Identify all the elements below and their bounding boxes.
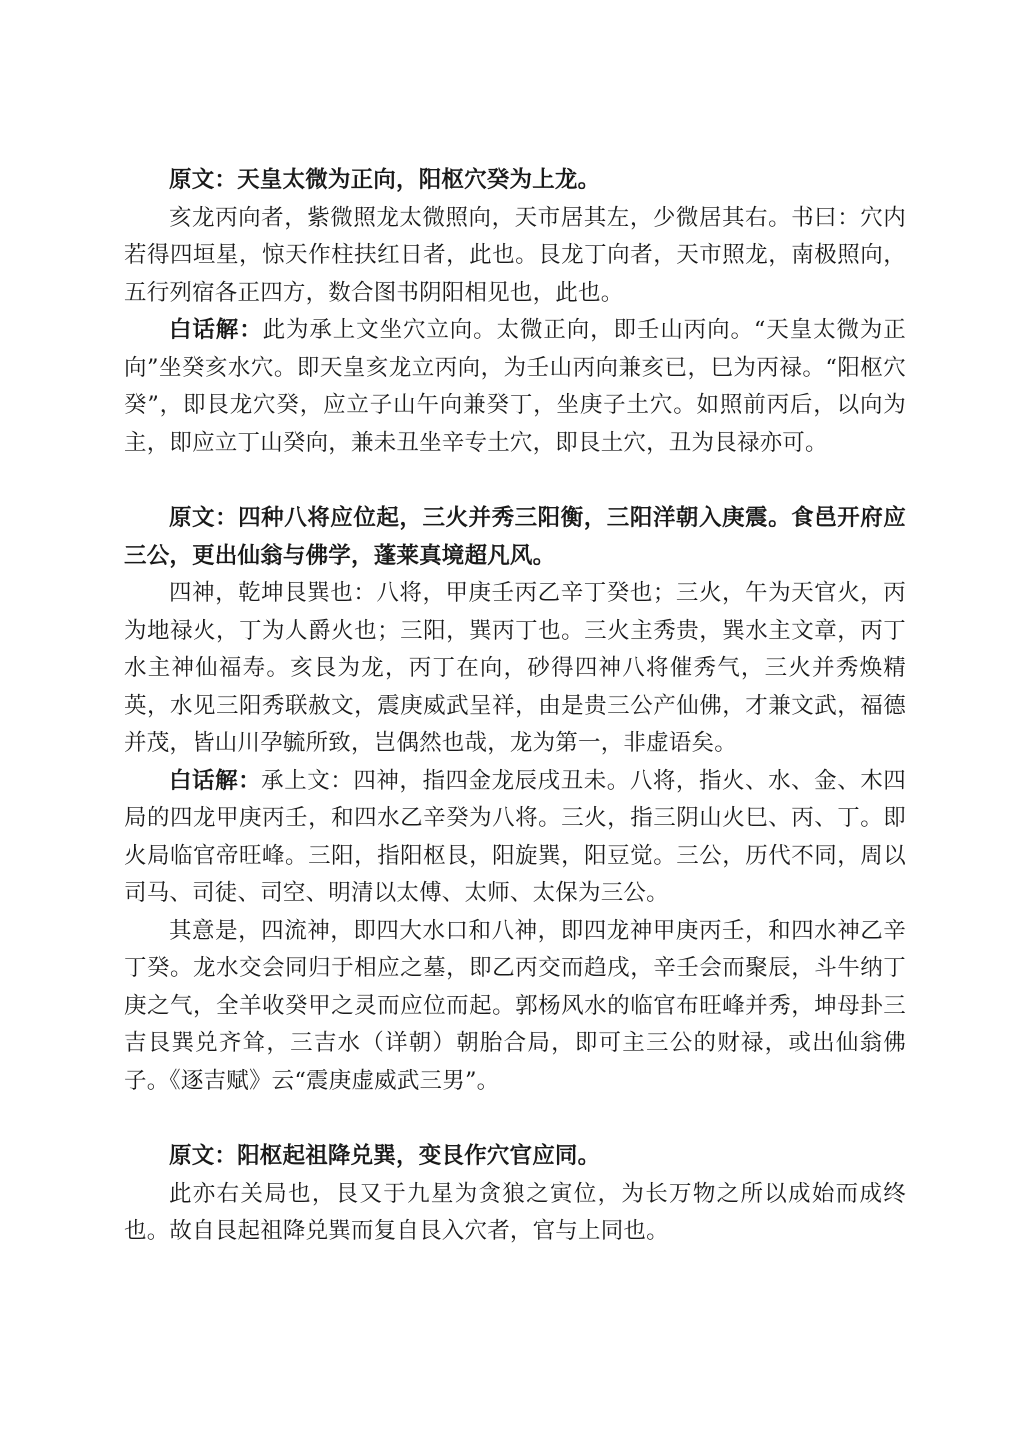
- section-1: [124, 162, 906, 462]
- vernacular-label: 白话解：: [169, 317, 263, 343]
- section-2: [124, 500, 906, 1100]
- section-heading: 原文：阳枢起祖降兑巽，变艮作穴官应同。: [169, 1143, 601, 1169]
- vernacular-paragraph: [124, 312, 906, 462]
- section-heading: 原文：四种八将应位起，三火并秀三阳衡，三阳洋朝入庚震。食邑开府应三公，更出仙翁与佛学，蓬莱真境超凡风。: [124, 505, 906, 569]
- vernacular-paragraph: [124, 763, 906, 913]
- vernacular-label: 白话解：: [169, 767, 262, 794]
- section-3: [124, 1138, 906, 1251]
- annotation-paragraph: 此亦右关局也，艮又于九星为贪狼之寅位，为长万物之所以成始而成终也。故自艮起祖降兑巽而复自艮入穴者，官与上同也。: [124, 1180, 906, 1244]
- vernacular-text: 此为承上文坐穴立向。太微正向，即壬山丙向。“天皇太微为正向”坐癸亥水穴。即天皇亥龙立丙向，为壬山丙向兼亥已，巳为丙禄。“阳枢穴癸”，即艮龙穴癸，应立子山午向兼癸丁，坐庚子土穴。如照前丙后，以向为主，即应立丁山癸向，兼未丑坐辛专土穴，即艮土穴，丑为艮禄亦可。: [124, 317, 906, 456]
- explanation-paragraph: 其意是，四流神，即四大水口和八神，即四龙神甲庚丙壬，和四水神乙辛丁癸。龙水交会同归于相应之墓，即乙丙交而趋戌，辛壬会而聚辰，斗牛纳丁庚之气，全羊收癸甲之灵而应位而起。郭杨风水的临官布旺峰并秀，坤母卦三吉艮巽兑齐耸，三吉水（详朝）朝胎合局，即可主三公的财禄，或出仙翁佛子。《逐吉赋》云“震庚虚威武三男”。: [124, 917, 906, 1094]
- annotation-paragraph: 亥龙丙向者，紫微照龙太微照向，天市居其左，少微居其右。书曰：穴内若得四垣星，惊天作柱扶红日者，此也。艮龙丁向者，天市照龙，南极照向，五行列宿各正四方，数合图书阴阳相见也，此也。: [124, 204, 906, 306]
- section-divider: [124, 1100, 906, 1138]
- section-heading: 原文：天皇太微为正向，阳枢穴癸为上龙。: [169, 167, 601, 193]
- vernacular-text: 承上文：四神，指四金龙辰戌丑未。八将，指火、水、金、木四局的四龙甲庚丙壬，和四水乙辛癸为八将。三火，指三阴山火巳、丙、丁。即火局临官帝旺峰。三阳，指阳枢艮，阳旋巽，阳豆觉。三公，历代不同，周以司马、司徒、司空、明清以太傅、太师、太保为三公。: [124, 767, 906, 906]
- annotation-paragraph: 四神，乾坤艮巽也：八将，甲庚壬丙乙辛丁癸也；三火，午为天官火，丙为地禄火，丁为人爵火也；三阳，巽丙丁也。三火主秀贵，巽水主文章，丙丁水主神仙福寿。亥艮为龙，丙丁在向，砂得四神八将催秀气，三火并秀焕精英，水见三阳秀联赦文，震庚威武呈祥，由是贵三公产仙佛，才兼文武，福德并茂，皆山川孕毓所致，岂偶然也哉，龙为第一，非虚语矣。: [124, 580, 906, 756]
- section-divider: [124, 462, 906, 500]
- document-page: [124, 162, 906, 1251]
